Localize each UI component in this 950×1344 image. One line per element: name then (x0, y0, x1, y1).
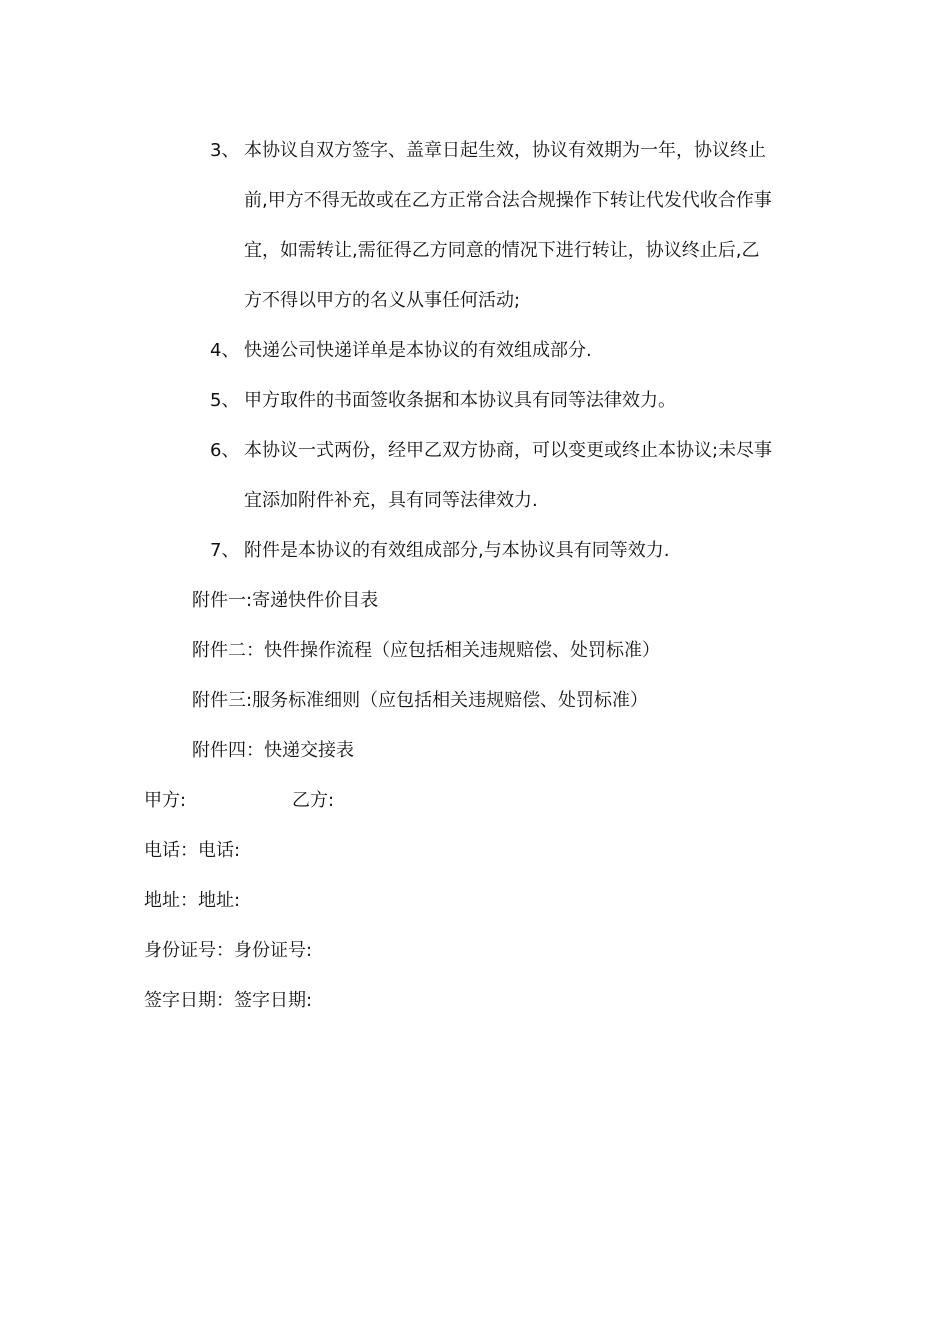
clause-number: 6、 (210, 440, 240, 461)
attachment-2: 附件二：快件操作流程（应包括相关违规赔偿、处罚标准） (192, 640, 660, 661)
clause-number: 5、 (210, 390, 240, 411)
id-b-label: 身份证号: (234, 940, 313, 961)
clause-3-line-3: 宜，如需转让,需征得乙方同意的情况下进行转让，协议终止后,乙 (244, 240, 760, 261)
clause-text: 本协议自双方签字、盖章日起生效，协议有效期为一年，协议终止 (244, 140, 766, 161)
clause-6-line-1 (210, 438, 772, 464)
address-row (144, 888, 240, 914)
date-a-label: 签字日期： (144, 990, 234, 1011)
clause-6-line-2: 宜添加附件补充，具有同等法律效力. (244, 490, 538, 511)
clause-7-line-1 (210, 538, 669, 564)
attachment-1: 附件一:寄递快件价目表 (192, 590, 379, 611)
attachment-3: 附件三:服务标准细则（应包括相关违规赔偿、处罚标准） (192, 690, 649, 711)
id-a-label: 身份证号： (144, 940, 234, 961)
clause-number: 4、 (210, 340, 240, 361)
address-a-label: 地址： (144, 890, 198, 911)
phone-row (144, 838, 240, 864)
clause-text: 本协议一式两份，经甲乙双方协商，可以变更或终止本协议;未尽事 (244, 440, 773, 461)
clause-5-line-1 (210, 388, 676, 414)
clause-number: 3、 (210, 140, 240, 161)
address-b-label: 地址: (198, 890, 241, 911)
clause-text: 快递公司快递详单是本协议的有效组成部分. (244, 340, 592, 361)
date-b-label: 签字日期: (234, 990, 313, 1011)
attachment-4: 附件四：快递交接表 (192, 740, 354, 761)
clause-number: 7、 (210, 540, 240, 561)
phone-b-label: 电话: (198, 840, 241, 861)
clause-3-line-4: 方不得以甲方的名义从事任何活动; (244, 290, 521, 311)
clause-text: 附件是本协议的有效组成部分,与本协议具有同等效力. (244, 540, 670, 561)
clause-text: 甲方取件的书面签收条据和本协议具有同等法律效力。 (244, 390, 676, 411)
date-row (144, 988, 312, 1014)
party-a-label: 甲方: (144, 790, 187, 811)
id-row (144, 938, 312, 964)
clause-3-line-1 (210, 138, 766, 164)
clause-3-line-2: 前,甲方不得无故或在乙方正常合法合规操作下转让代发代收合作事 (244, 190, 772, 211)
phone-a-label: 电话： (144, 840, 198, 861)
party-b-label: 乙方: (292, 790, 335, 811)
clause-4-line-1 (210, 338, 592, 364)
